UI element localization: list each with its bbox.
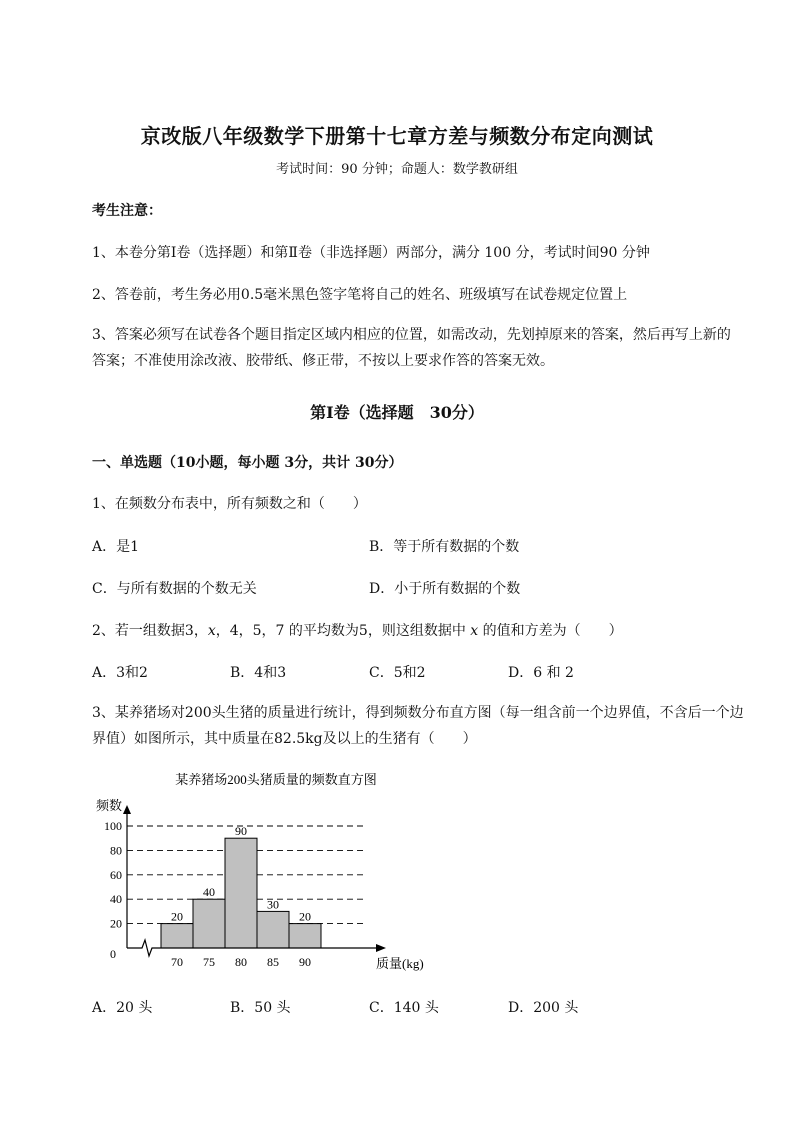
notice-item-1: 1、本卷分第Ⅰ卷（选择题）和第Ⅱ卷（非选择题）两部分，满分 100 分，考试时间90 分钟 [92,245,650,261]
question-1-stem: 1、在频数分布表中，所有频数之和（ ） [92,496,367,512]
question-2-option-d[interactable]: D．6 和 2 [508,665,574,681]
x-axis-arrow-icon [376,944,386,952]
stem-mid: ，4，5，7 的平均数为5，则这组数据中 [215,623,471,639]
histogram-bar [257,911,289,948]
part-heading: 一、单选题（10小题，每小题 3分，共计 30分） [92,455,403,471]
bar-data-label: 40 [203,885,215,900]
question-2-stem [92,620,623,640]
page-title: 京改版八年级数学下册第十七章方差与频数分布定向测试 [140,124,654,148]
y-tick-label: 0 [110,947,116,961]
chart-title: 某养猪场200头猪质量的频数直方图 [175,772,377,787]
y-tick-label: 20 [110,916,122,931]
question-3-option-b[interactable]: B．50 头 [230,1000,291,1016]
bar-data-label: 20 [299,909,311,924]
notice-heading: 考生注意： [92,203,162,219]
notice-item-3: 3、答案必须写在试卷各个题目指定区域内相应的位置，如需改动，先划掉原来的答案，然后再写上新的答案；不准使用涂改液、胶带纸、修正带，不按以上要求作答的答案无效。 [92,327,731,369]
y-axis-arrow-icon [123,805,131,814]
question-1-option-c[interactable]: C．与所有数据的个数无关 [92,581,257,597]
x-tick-label: 90 [299,955,311,969]
y-tick-label: 80 [110,843,122,858]
section-title: 第Ⅰ卷（选择题 30分） [310,403,484,422]
question-1-option-a[interactable]: A．是1 [92,539,140,555]
bar-data-label: 30 [267,897,279,912]
exam-subtitle: 考试时间：90 分钟；命题人：数学教研组 [276,162,518,177]
y-tick-label: 60 [110,867,122,882]
question-2-option-a[interactable]: A．3和2 [92,665,148,681]
question-1-option-d[interactable]: D．小于所有数据的个数 [369,581,521,597]
x-tick-label: 75 [203,955,215,969]
variable-x: x [470,623,479,639]
question-2-option-c[interactable]: C．5和2 [369,665,426,681]
question-3-option-c[interactable]: C．140 头 [369,1000,439,1016]
x-axis-label: 质量(kg) [376,956,424,971]
question-3-option-d[interactable]: D．200 头 [508,1000,579,1016]
histogram-bar [161,924,193,948]
question-2-option-b[interactable]: B．4和3 [230,665,287,681]
notice-item-2: 2、答卷前，考生务必用0.5毫米黑色签字笔将自己的姓名、班级填写在试卷规定位置上 [92,287,628,303]
histogram-chart [80,760,460,980]
variable-x: x [207,623,216,639]
histogram-bar [225,838,257,948]
stem-suffix: 的值和方差为（ ） [478,623,623,639]
question-3-stem: 3、某养猪场对200头生猪的质量进行统计，得到频数分布直方图（每一组含前一个边界值，不含后一个边界值）如图所示，其中质量在82.5kg及以上的生猪有（ ） [92,705,744,747]
question-3-option-a[interactable]: A．20 头 [92,1000,153,1016]
histogram-bar [193,899,225,948]
bar-data-label: 90 [235,824,247,839]
question-1-option-b[interactable]: B．等于所有数据的个数 [369,539,520,555]
x-tick-label: 85 [267,955,279,969]
x-tick-label: 70 [171,955,183,969]
y-tick-label: 40 [110,892,122,907]
y-tick-label: 100 [104,819,122,833]
bar-data-label: 20 [171,909,183,924]
x-tick-label: 80 [235,955,247,969]
histogram-bar [289,924,321,948]
stem-prefix: 2、若一组数据3， [92,623,208,639]
y-axis-label: 频数 [96,798,123,813]
